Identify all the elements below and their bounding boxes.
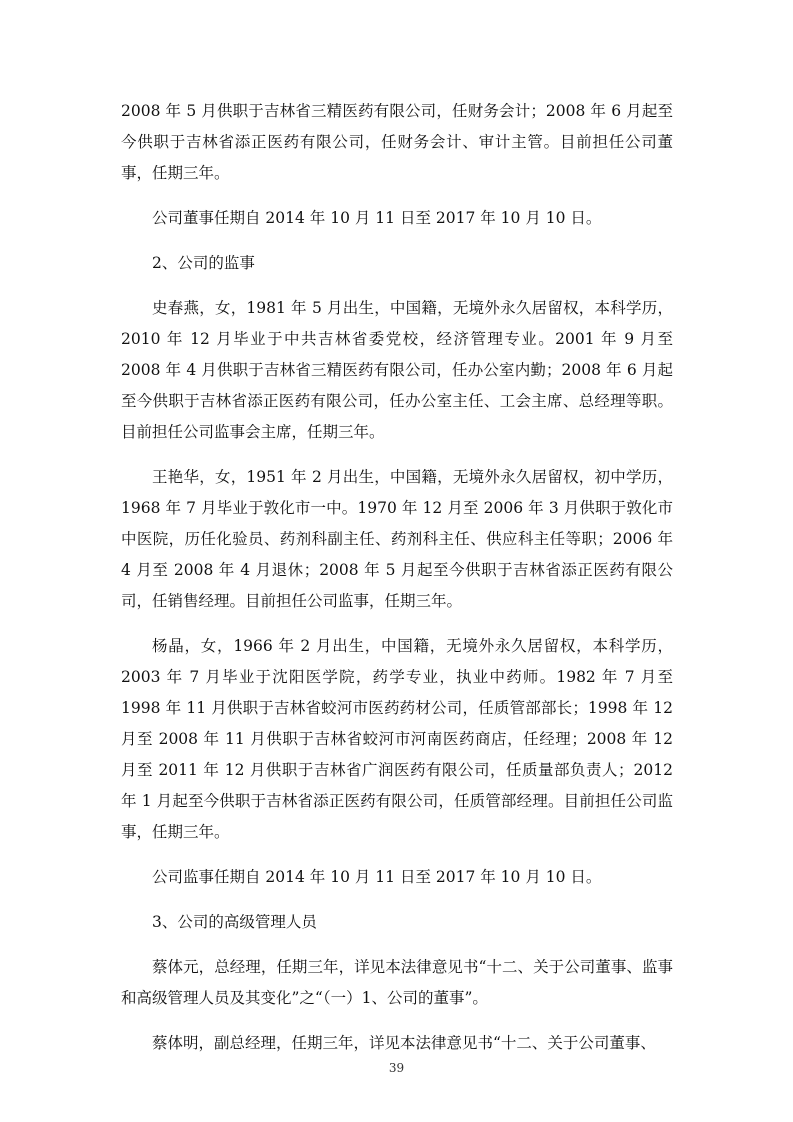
paragraph-continuation: 2008 年 5 月供职于吉林省三精医药有限公司，任财务会计；2008 年 6 月起至今供职于吉林省添正医药有限公司，任财务会计、审计主管。目前担任公司董事，任期三年。 xyxy=(121,102,673,182)
paragraph-cai-tiyuan: 蔡体元，总经理，任期三年，详见本法律意见书“十二、关于公司董事、监事和高级管理人员及其变化”之“（一）1、公司的董事”。 xyxy=(121,958,673,1007)
body-text xyxy=(121,96,673,1073)
paragraph-supervisor-term: 公司监事任期自 2014 年 10 月 11 日至 2017 年 10 月 10 日。 xyxy=(152,868,602,886)
page-number: 39 xyxy=(388,1061,405,1075)
paragraph-shi-chunyan: 史春燕，女，1981 年 5 月出生，中国籍，无境外永久居留权，本科学历，2010 年 12 月毕业于中共吉林省委党校，经济管理专业。2001 年 9 月至 2008 年 4 月供职于吉林省三精医药有限公司，任办公室内勤；2008 年 6 月起至今供职于吉林省添正医药有限公司，任办公室主任、工会主席、总经理等职。目前担任公司监事会主席，任期三年。 xyxy=(121,299,673,441)
paragraph-cai-timing: 蔡体明，副总经理，任期三年，详见本法律意见书“十二、关于公司董事、 xyxy=(152,1034,656,1052)
section-heading-senior-management: 3、公司的高级管理人员 xyxy=(152,913,317,931)
paragraph-director-term: 公司董事任期自 2014 年 10 月 11 日至 2017 年 10 月 10 日。 xyxy=(152,209,602,227)
paragraph-wang-yanhua: 王艳华，女，1951 年 2 月出生，中国籍，无境外永久居留权，初中学历，1968 年 7 月毕业于敦化市一中。1970 年 12 月至 2006 年 3 月供职于敦化市中医院，历任化验员、药剂科副主任、药剂科主任、供应科主任等职；2006 年 4 月至 2008 年 4 月退休；2008 年 5 月起至今供职于吉林省添正医药有限公司，任销售经理。目前担任公司监事，任期三年。 xyxy=(121,468,673,610)
section-heading-supervisors: 2、公司的监事 xyxy=(152,254,255,272)
paragraph-yang-jing: 杨晶，女，1966 年 2 月出生，中国籍，无境外永久居留权，本科学历，2003 年 7 月毕业于沈阳医学院，药学专业，执业中药师。1982 年 7 月至 1998 年 11 月供职于吉林省蛟河市医药药材公司，任质管部部长；1998 年 12 月至 2008 年 11 月供职于吉林省蛟河市河南医药商店，任经理；2008 年 12 月至 2011 年 12 月供职于吉林省广润医药有限公司，任质量部负责人；2012 年 1 月起至今供职于吉林省添正医药有限公司，任质管部经理。目前担任公司监事，任期三年。 xyxy=(121,637,673,841)
